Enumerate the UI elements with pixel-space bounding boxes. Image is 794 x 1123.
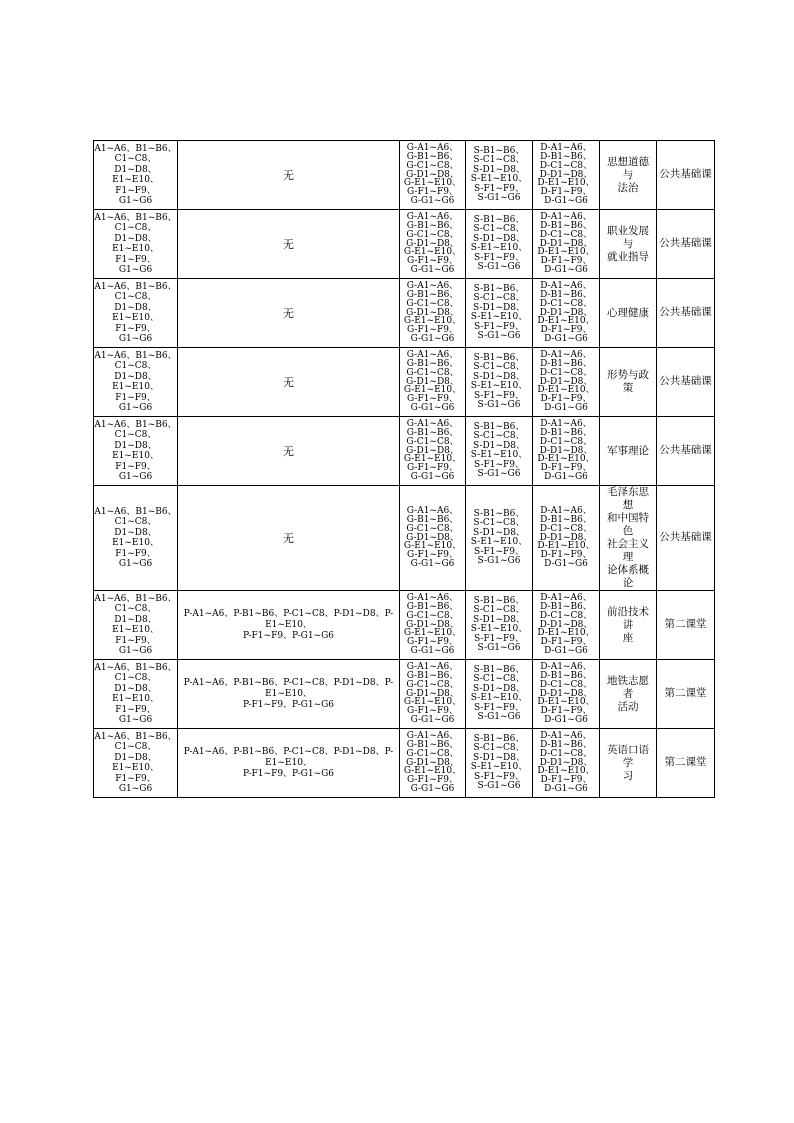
general-cell — [400, 141, 466, 210]
general-cell — [400, 279, 466, 348]
course-name: 思想道德与 法治 — [607, 155, 649, 194]
course-category: 公共基础课 — [659, 444, 712, 456]
general-cell — [400, 729, 466, 798]
course-category: 公共基础课 — [659, 168, 712, 180]
dimension-cell — [533, 417, 600, 486]
course-category-cell — [657, 660, 715, 729]
ability-codes: A1~A6、B1~B6、 C1~C8、D1~D8、 E1~E10、F1~F9、 G1~G6 — [94, 419, 177, 482]
school-cell — [466, 417, 533, 486]
table-row — [94, 591, 715, 660]
course-category: 公共基础课 — [659, 306, 712, 318]
professional-codes: 无 — [283, 375, 294, 389]
professional-cell — [178, 141, 400, 210]
ability-cell — [94, 729, 178, 798]
course-category-cell — [657, 348, 715, 417]
table-row — [94, 279, 715, 348]
dimension-cell — [533, 486, 600, 591]
dimension-codes: D-A1~A6、 D-B1~B6、 D-C1~C8、 D-D1~D8、 D-E1~E10、 D-F1~F9、 D-G1~G6 — [537, 212, 595, 275]
dimension-cell — [533, 210, 600, 279]
general-codes: G-A1~A6、 G-B1~B6、 G-C1~C8、 G-D1~D8、 G-E1~E10、 G-F1~F9、 G-G1~G6 — [403, 212, 462, 275]
table-row — [94, 210, 715, 279]
ability-cell — [94, 279, 178, 348]
ability-codes: A1~A6、B1~B6、 C1~C8、D1~D8、 E1~E10、F1~F9、 G1~G6 — [94, 143, 177, 206]
school-codes: S-B1~B6、 S-C1~C8、 S-D1~D8、 S-E1~E10、 S-F1~F9、 S-G1~G6 — [470, 421, 528, 479]
dimension-codes: D-A1~A6、 D-B1~B6、 D-C1~C8、 D-D1~D8、 D-E1~E10、 D-F1~F9、 D-G1~G6 — [537, 662, 595, 725]
course-category-cell — [657, 279, 715, 348]
school-codes: S-B1~B6、 S-C1~C8、 S-D1~D8、 S-E1~E10、 S-F1~F9、 S-G1~G6 — [470, 283, 528, 341]
ability-cell — [94, 591, 178, 660]
ability-codes: A1~A6、B1~B6、 C1~C8、D1~D8、 E1~E10、F1~F9、 G1~G6 — [94, 731, 177, 794]
table-row — [94, 660, 715, 729]
course-name-cell — [600, 348, 657, 417]
course-mapping-table — [93, 140, 715, 798]
professional-cell — [178, 210, 400, 279]
ability-cell — [94, 210, 178, 279]
professional-cell — [178, 279, 400, 348]
ability-cell — [94, 660, 178, 729]
school-cell — [466, 660, 533, 729]
general-codes: G-A1~A6、 G-B1~B6、 G-C1~C8、 G-D1~D8、 G-E1~E10、 G-F1~F9、 G-G1~G6 — [403, 662, 462, 725]
course-name: 心理健康 — [607, 306, 649, 319]
course-name: 地铁志愿者 活动 — [607, 674, 649, 713]
course-name-cell — [600, 141, 657, 210]
general-cell — [400, 417, 466, 486]
general-codes: G-A1~A6、 G-B1~B6、 G-C1~C8、 G-D1~D8、 G-E1~E10、 G-F1~F9、 G-G1~G6 — [403, 143, 462, 206]
ability-codes: A1~A6、B1~B6、 C1~C8、D1~D8、 E1~E10、F1~F9、 G1~G6 — [94, 593, 177, 656]
ability-codes: A1~A6、B1~B6、 C1~C8、D1~D8、 E1~E10、F1~F9、 G1~G6 — [94, 350, 177, 413]
general-codes: G-A1~A6、 G-B1~B6、 G-C1~C8、 G-D1~D8、 G-E1~E10、 G-F1~F9、 G-G1~G6 — [403, 281, 462, 344]
school-codes: S-B1~B6、 S-C1~C8、 S-D1~D8、 S-E1~E10、 S-F1~F9、 S-G1~G6 — [470, 352, 528, 410]
professional-cell — [178, 591, 400, 660]
general-codes: G-A1~A6、 G-B1~B6、 G-C1~C8、 G-D1~D8、 G-E1~E10、 G-F1~F9、 G-G1~G6 — [403, 419, 462, 482]
dimension-cell — [533, 348, 600, 417]
dimension-codes: D-A1~A6、 D-B1~B6、 D-C1~C8、 D-D1~D8、 D-E1~E10、 D-F1~F9、 D-G1~G6 — [537, 419, 595, 482]
school-cell — [466, 210, 533, 279]
course-category-cell — [657, 591, 715, 660]
course-category-cell — [657, 417, 715, 486]
course-category-cell — [657, 141, 715, 210]
general-codes: G-A1~A6、 G-B1~B6、 G-C1~C8、 G-D1~D8、 G-E1~E10、 G-F1~F9、 G-G1~G6 — [403, 593, 462, 656]
dimension-cell — [533, 591, 600, 660]
general-cell — [400, 660, 466, 729]
school-cell — [466, 348, 533, 417]
ability-cell — [94, 417, 178, 486]
professional-cell — [178, 348, 400, 417]
general-cell — [400, 210, 466, 279]
dimension-cell — [533, 141, 600, 210]
course-name: 英语口语学 习 — [607, 743, 649, 782]
professional-codes: 无 — [283, 531, 294, 545]
course-name-cell — [600, 210, 657, 279]
dimension-cell — [533, 660, 600, 729]
table-row — [94, 417, 715, 486]
course-name: 形势与政策 — [607, 369, 649, 394]
course-name: 前沿技术讲 座 — [607, 605, 649, 644]
school-codes: S-B1~B6、 S-C1~C8、 S-D1~D8、 S-E1~E10、 S-F1~F9、 S-G1~G6 — [470, 595, 528, 653]
general-cell — [400, 486, 466, 591]
general-cell — [400, 348, 466, 417]
ability-codes: A1~A6、B1~B6、 C1~C8、D1~D8、 E1~E10、F1~F9、 G1~G6 — [94, 212, 177, 275]
professional-codes: 无 — [283, 168, 294, 182]
course-category: 第二课堂 — [664, 756, 707, 768]
table-row — [94, 729, 715, 798]
school-codes: S-B1~B6、 S-C1~C8、 S-D1~D8、 S-E1~E10、 S-F1~F9、 S-G1~G6 — [470, 664, 528, 722]
course-category: 第二课堂 — [664, 618, 707, 630]
course-name-cell — [600, 279, 657, 348]
dimension-cell — [533, 729, 600, 798]
ability-cell — [94, 348, 178, 417]
ability-codes: A1~A6、B1~B6、 C1~C8、D1~D8、 E1~E10、F1~F9、 G1~G6 — [94, 506, 177, 569]
professional-codes: 无 — [283, 444, 294, 458]
professional-codes: 无 — [283, 237, 294, 251]
course-category-cell — [657, 486, 715, 591]
school-cell — [466, 729, 533, 798]
ability-codes: A1~A6、B1~B6、 C1~C8、D1~D8、 E1~E10、F1~F9、 G1~G6 — [94, 281, 177, 344]
school-codes: S-B1~B6、 S-C1~C8、 S-D1~D8、 S-E1~E10、 S-F1~F9、 S-G1~G6 — [470, 214, 528, 272]
professional-codes: P-A1~A6、P-B1~B6、P-C1~C8、P-D1~D8、P-E1~E10、 P-F1~F9、P-G1~G6 — [183, 677, 394, 710]
course-category: 公共基础课 — [659, 531, 712, 543]
professional-codes: 无 — [283, 306, 294, 320]
school-cell — [466, 279, 533, 348]
ability-codes: A1~A6、B1~B6、 C1~C8、D1~D8、 E1~E10、F1~F9、 G1~G6 — [94, 662, 177, 725]
professional-codes: P-A1~A6、P-B1~B6、P-C1~C8、P-D1~D8、P-E1~E10、 P-F1~F9、P-G1~G6 — [183, 608, 394, 641]
dimension-codes: D-A1~A6、 D-B1~B6、 D-C1~C8、 D-D1~D8、 D-E1~E10、 D-F1~F9、 D-G1~G6 — [537, 593, 595, 656]
school-codes: S-B1~B6、 S-C1~C8、 S-D1~D8、 S-E1~E10、 S-F1~F9、 S-G1~G6 — [470, 508, 528, 566]
dimension-codes: D-A1~A6、 D-B1~B6、 D-C1~C8、 D-D1~D8、 D-E1~E10、 D-F1~F9、 D-G1~G6 — [537, 350, 595, 413]
professional-cell — [178, 417, 400, 486]
school-cell — [466, 486, 533, 591]
dimension-codes: D-A1~A6、 D-B1~B6、 D-C1~C8、 D-D1~D8、 D-E1~E10、 D-F1~F9、 D-G1~G6 — [537, 731, 595, 794]
general-codes: G-A1~A6、 G-B1~B6、 G-C1~C8、 G-D1~D8、 G-E1~E10、 G-F1~F9、 G-G1~G6 — [403, 350, 462, 413]
course-name-cell — [600, 660, 657, 729]
general-codes: G-A1~A6、 G-B1~B6、 G-C1~C8、 G-D1~D8、 G-E1~E10、 G-F1~F9、 G-G1~G6 — [403, 731, 462, 794]
course-name-cell — [600, 486, 657, 591]
course-category: 公共基础课 — [659, 375, 712, 387]
ability-cell — [94, 486, 178, 591]
course-name-cell — [600, 417, 657, 486]
table-row — [94, 141, 715, 210]
dimension-codes: D-A1~A6、 D-B1~B6、 D-C1~C8、 D-D1~D8、 D-E1~E10、 D-F1~F9、 D-G1~G6 — [537, 506, 595, 569]
course-category: 第二课堂 — [664, 687, 707, 699]
course-name: 职业发展与 就业指导 — [607, 224, 649, 263]
dimension-cell — [533, 279, 600, 348]
professional-cell — [178, 486, 400, 591]
school-cell — [466, 591, 533, 660]
school-codes: S-B1~B6、 S-C1~C8、 S-D1~D8、 S-E1~E10、 S-F1~F9、 S-G1~G6 — [470, 733, 528, 791]
general-cell — [400, 591, 466, 660]
course-category-cell — [657, 729, 715, 798]
professional-cell — [178, 660, 400, 729]
course-name-cell — [600, 591, 657, 660]
professional-cell — [178, 729, 400, 798]
dimension-codes: D-A1~A6、 D-B1~B6、 D-C1~C8、 D-D1~D8、 D-E1~E10、 D-F1~F9、 D-G1~G6 — [537, 281, 595, 344]
course-name-cell — [600, 729, 657, 798]
dimension-codes: D-A1~A6、 D-B1~B6、 D-C1~C8、 D-D1~D8、 D-E1~E10、 D-F1~F9、 D-G1~G6 — [537, 143, 595, 206]
school-codes: S-B1~B6、 S-C1~C8、 S-D1~D8、 S-E1~E10、 S-F1~F9、 S-G1~G6 — [470, 145, 528, 203]
table-row — [94, 348, 715, 417]
school-cell — [466, 141, 533, 210]
general-codes: G-A1~A6、 G-B1~B6、 G-C1~C8、 G-D1~D8、 G-E1~E10、 G-F1~F9、 G-G1~G6 — [403, 506, 462, 569]
course-name: 军事理论 — [607, 444, 649, 457]
course-name: 毛泽东思想 和中国特色 社会主义理 论体系概论 — [607, 486, 649, 589]
course-category-cell — [657, 210, 715, 279]
ability-cell — [94, 141, 178, 210]
table-row — [94, 486, 715, 591]
professional-codes: P-A1~A6、P-B1~B6、P-C1~C8、P-D1~D8、P-E1~E10、 P-F1~F9、P-G1~G6 — [183, 746, 394, 779]
course-category: 公共基础课 — [659, 237, 712, 249]
